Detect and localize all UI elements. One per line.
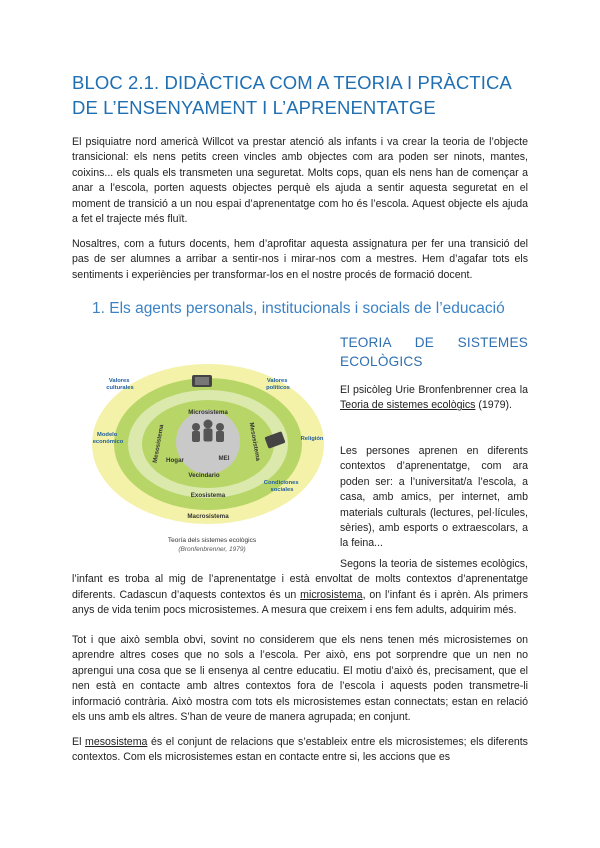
label-mei: MEI (218, 455, 230, 462)
label-exosistema: Exosistema (190, 492, 226, 499)
caption-line-1: Teoría dels sistemes ecològics (167, 537, 257, 544)
theory-paragraph (340, 383, 528, 414)
intro-paragraph-2: Nosaltres, com a futurs docents, hem d’aprofitar aquesta assignatura per fer una transició del pas de ser alumnes a arribar a sentir-nos i mirar-nos com a mestres. Hem d’agafar tots els sentiments i experiències per transformar-los en el nostre procés de formació docent. (72, 238, 528, 281)
label-valores-politicos-1: Valores (266, 378, 288, 384)
p3-before: Segons la teoria de sistemes ecològics, l’infant es troba al mig de l’aprenentatge i està envoltat de molts contextos d’aprenentatge diferents. Cadascun d’aquests contextos és un (72, 558, 528, 601)
label-condiciones-sociales-1: Condiciones (263, 480, 299, 486)
intro-paragraph-1: El psiquiatre nord americà Willcot va prestar atenció als infants i va crear la teoria de l’objecte transicional: els nens petits creen vincles amb objectes com ara poden ser ninots, mantes, coixins... els quals els transmeten una seguretat. Molts cops, quan els nens han de començar a anar a l’escola, porten aquests objectes perquè els ajuda a sentir aquesta seguretat en el moment de transició a un nou espai d’aprenentatge com ho és l’escola. Aquest objecte els ajuda a fet el trajecte més fluït. (72, 136, 528, 226)
caption-line-2: (Bronfenbrenner, 1979) (178, 546, 246, 553)
microsistema-link: microsistema (300, 588, 363, 601)
figure-caption (142, 536, 282, 554)
tv-icon (192, 375, 212, 387)
p3-after: , on l’infant és i aprèn. Als primers anys de vida tenim pocs microsistemes. A mesura que creixem i ens fem adults, adquirim més. (72, 588, 529, 617)
body-paragraph-mesosistema (72, 735, 528, 766)
p5-after: és el conjunt de relacions que s’estableix entre els microsistemes; els diferents contextos. Com els microsistemes estan en contacte entre si, les accions que es (72, 736, 528, 764)
label-macrosistema: Macrosistema (187, 513, 229, 520)
body-paragraph-connections: Tot i que això sembla obvi, sovint no considerem que els nens tenen més microsistemes on aprendre altres coses que no sols a l’escola. Per això, ens pot sorprendre que un nen no aprengui una cosa que se li ensenya al centre educatiu. El motiu d’això és, precisament, que el nen està en contacte amb altres contextos fora de l’escola i aquests poden transmetre-li informació contrària. Això mostra com tots els microsistemes estan connectats; estan en relació els uns amb els altres. S’han de veure de manera agrupada; en conjunt. (72, 634, 528, 724)
page-title (72, 70, 532, 120)
ecological-systems-diagram (90, 362, 326, 562)
title-line-2: DE L’ENSENYAMENT I L’APRENENTATGE (72, 97, 436, 118)
label-vecindario: Vecindario (188, 472, 220, 479)
label-valores-culturales-1: Valores (108, 378, 130, 384)
contexts-paragraph: Les persones aprenen en diferents contextos d’aprenentatge, com ara poden ser: a l’universitat/a l’escola, a casa, amb amics, per internet, amb materials culturals (lectures, pel·lícules, sèries), amb esports o extraescolars, a la feina... (340, 445, 528, 550)
label-valores-culturales (106, 378, 133, 391)
label-microsistema: Microsistema (188, 409, 228, 416)
label-mesosistema-left: Mesosistema (151, 423, 166, 464)
theory-text-before: El psicòleg Urie Bronfenbrenner crea la (340, 384, 528, 396)
theory-link: Teoria de sistemes ecològics (340, 399, 476, 412)
label-religion: Religión (300, 436, 324, 442)
label-valores-politicos (266, 378, 290, 391)
label-modelo-economico-2: económico (92, 439, 124, 445)
label-condiciones-sociales-2: sociales (270, 487, 294, 493)
p5-before: El (72, 736, 86, 748)
label-modelo-economico-1: Modelo (97, 432, 118, 438)
label-valores-culturales-2: culturales (106, 385, 134, 391)
label-mesosistema-right: Mesosistema (247, 421, 262, 462)
subsection-heading: TEORIA DE SISTEMES ECOLÒGICS (340, 335, 528, 369)
body-paragraph-microsistema (72, 557, 528, 619)
theory-text-after: (1979). (475, 399, 512, 412)
title-line-1: BLOC 2.1. DIDÀCTICA COM A TEORIA I PRÀCTICA (72, 72, 512, 93)
label-valores-politicos-2: políticos (266, 385, 290, 391)
mesosistema-link: mesosistema (85, 736, 148, 748)
section-heading: 1. Els agents personals, institucionals i socials de l’educació (92, 300, 505, 317)
label-hogar: Hogar (166, 457, 184, 464)
